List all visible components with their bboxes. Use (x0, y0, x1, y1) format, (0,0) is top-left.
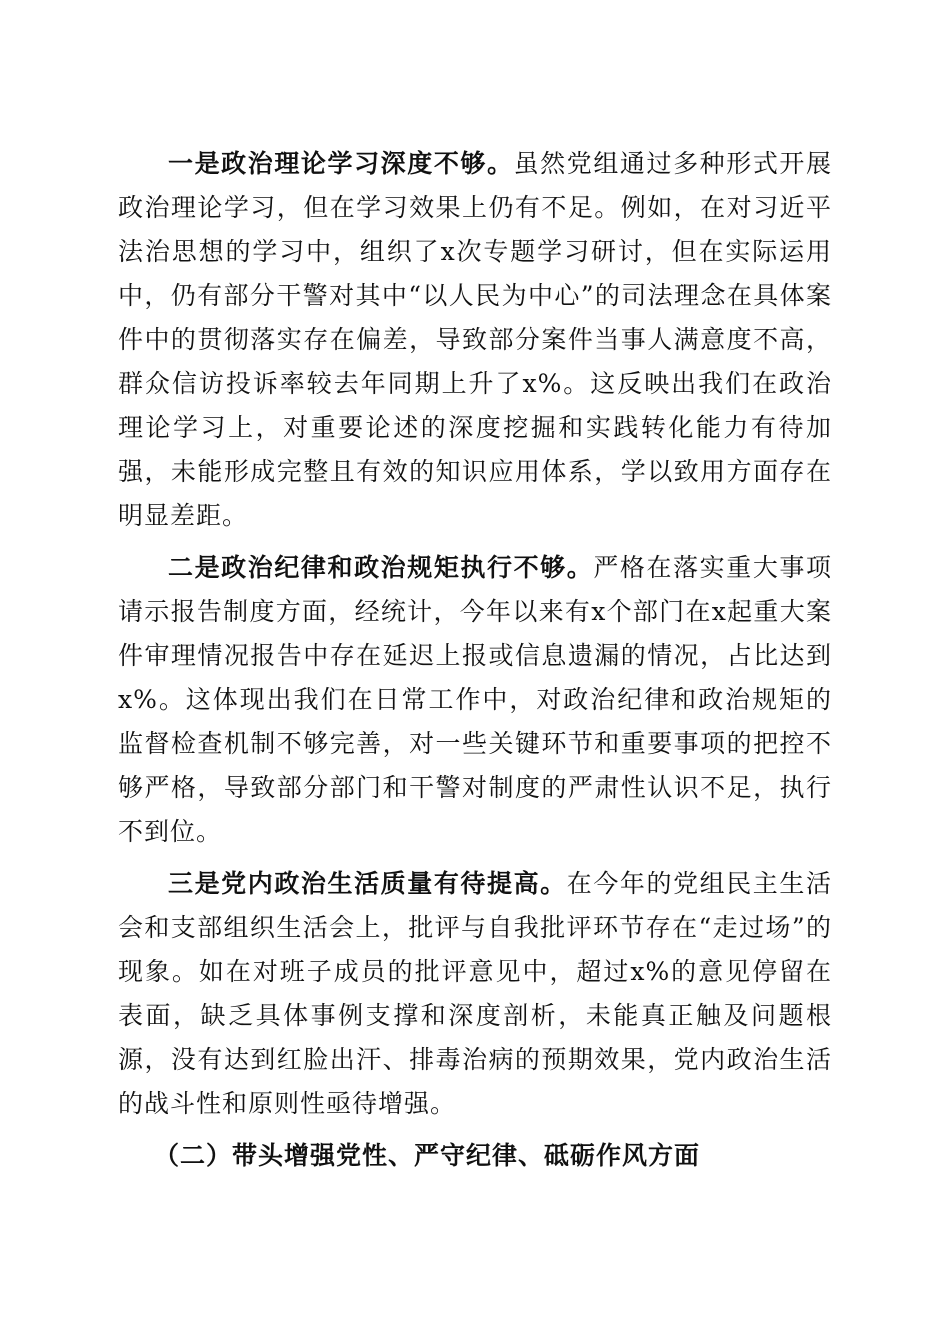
paragraph-3 (118, 862, 832, 1126)
paragraph-3-body: 在今年的党组民主生活会和支部组织生活会上，批评与自我批评环节存在“走过场”的现象。如在对班子成员的批评意见中，超过x%的意见停留在表面，缺乏具体事例支撑和深度剖析，未能真正触及问题根源，没有达到红脸出汗、排毒治病的预期效果，党内政治生活的战斗性和原则性亟待增强。 (118, 869, 832, 1118)
paragraph-3-lead: 三是党内政治生活质量有待提高。 (168, 869, 567, 898)
document-page (118, 142, 832, 1178)
paragraph-2 (118, 546, 832, 854)
paragraph-1-body: 虽然党组通过多种形式开展政治理论学习，但在学习效果上仍有不足。例如，在对习近平法治思想的学习中，组织了x次专题学习研讨，但在实际运用中，仍有部分干警对其中“以人民为中心”的司法理念在具体案件中的贯彻落实存在偏差，导致部分案件当事人满意度不高，群众信访投诉率较去年同期上升了x%。这反映出我们在政治理论学习上，对重要论述的深度挖掘和实践转化能力有待加强，未能形成完整且有效的知识应用体系，学以致用方面存在明显差距。 (118, 149, 832, 530)
section-heading: （二）带头增强党性、严守纪律、砥砺作风方面 (154, 1141, 701, 1170)
paragraph-2-lead: 二是政治纪律和政治规矩执行不够。 (168, 553, 594, 582)
paragraph-1 (118, 142, 832, 538)
paragraph-2-body: 严格在落实重大事项请示报告制度方面，经统计，今年以来有x个部门在x起重大案件审理情况报告中存在延迟上报或信息遗漏的情况，占比达到x%。这体现出我们在日常工作中，对政治纪律和政治规矩的监督检查机制不够完善，对一些关键环节和重要事项的把控不够严格，导致部分部门和干警对制度的严肃性认识不足，执行不到位。 (118, 553, 832, 846)
paragraph-1-lead: 一是政治理论学习深度不够。 (168, 149, 514, 178)
